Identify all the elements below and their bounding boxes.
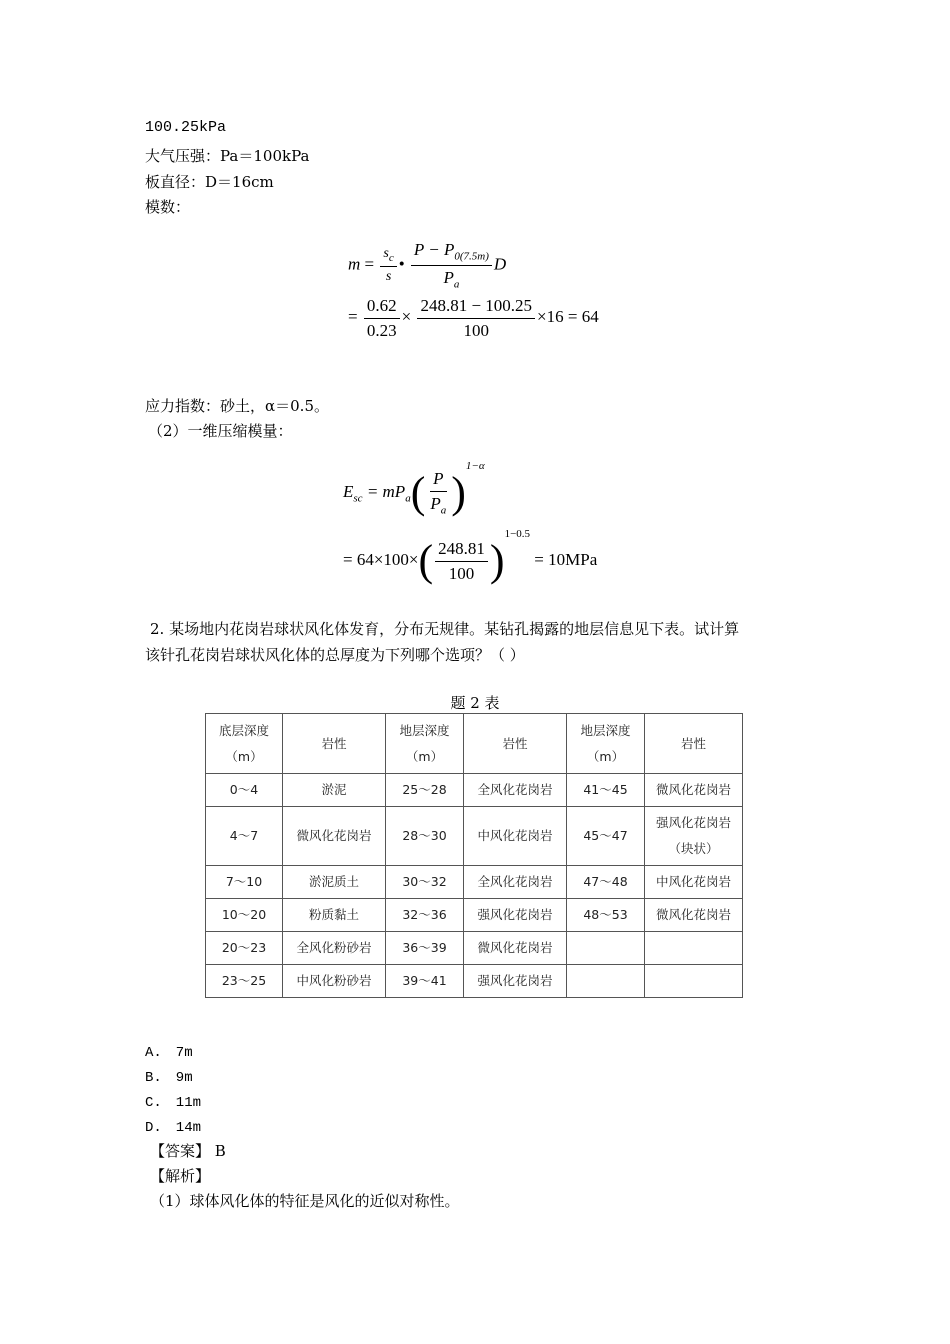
table-cell: 39～41 [386, 965, 464, 998]
table-cell: 25～28 [386, 774, 464, 807]
answer-line: 【答案】 B [150, 1142, 226, 1160]
table-cell: 中风化粉砂岩 [283, 965, 386, 998]
table-header-row [206, 714, 743, 774]
modulus-formula-row2: = $\frac{0.62}{0.23}$ × $\frac{248.81 - 100.25}{100}$ ×16 = 64 [348, 296, 599, 340]
compression-heading: （2）一维压缩模量： [148, 422, 293, 440]
modulus-label-line: 模数： [145, 198, 191, 216]
table-caption: 题 2 表 [450, 694, 500, 712]
modulus-formula-row1: m = $\frac{s_c}{s}$ • $\frac{P - P_{0(7.5m)}}{P_a}$ D [348, 240, 507, 291]
table-cell: 强风化花岗岩 [464, 899, 567, 932]
table-cell: 7～10 [206, 866, 283, 899]
table-cell: 45～47 [567, 807, 645, 866]
compression-formula-row1: $E_{sc} = mP_a$( $\frac{P}{P_a}$ )$^{1-\alpha}$ [343, 460, 485, 518]
table-cell: 48～53 [567, 899, 645, 932]
table-cell: 30～32 [386, 866, 464, 899]
table-row [206, 807, 743, 866]
table-cell [567, 965, 645, 998]
header-lithology: 岩性 [283, 714, 386, 774]
table-cell: 全风化花岗岩 [464, 774, 567, 807]
table-cell: 41～45 [567, 774, 645, 807]
header-lithology: 岩性 [464, 714, 567, 774]
analysis-line-1: （1）球体风化体的特征是风化的近似对称性。 [150, 1192, 460, 1210]
table-cell: 微风化花岗岩 [645, 774, 743, 807]
table-cell: 强风化花岗岩 （块状） [645, 807, 743, 866]
table-cell: 淤泥质土 [283, 866, 386, 899]
table-cell [645, 932, 743, 965]
table-cell: 4～7 [206, 807, 283, 866]
table-cell: 全风化花岗岩 [464, 866, 567, 899]
table-cell [567, 932, 645, 965]
table-cell: 28～30 [386, 807, 464, 866]
table-cell: 10～20 [206, 899, 283, 932]
table-cell: 微风化花岗岩 [645, 899, 743, 932]
table-cell: 36～39 [386, 932, 464, 965]
option-b: B. 9m [145, 1070, 193, 1086]
table-cell: 0～4 [206, 774, 283, 807]
header-depth: 底层深度 （m） [206, 714, 283, 774]
table-cell: 32～36 [386, 899, 464, 932]
stress-index-line: 应力指数：砂土，α＝0.5。 [145, 397, 329, 415]
table-cell: 强风化花岗岩 [464, 965, 567, 998]
compression-formula-row2: = 64×100×( $\frac{248.81}{100}$ )$^{1-0.5}$ = 10MPa [343, 528, 598, 586]
table-cell: 47～48 [567, 866, 645, 899]
table-row [206, 774, 743, 807]
table-cell: 粉质黏土 [283, 899, 386, 932]
strata-table [205, 713, 743, 998]
table-cell: 中风化花岗岩 [464, 807, 567, 866]
pressure-value-line: 100.25kPa [145, 119, 227, 136]
table-cell: 微风化花岗岩 [283, 807, 386, 866]
header-depth: 地层深度 （m） [386, 714, 464, 774]
table-cell: 23～25 [206, 965, 283, 998]
header-depth: 地层深度 （m） [567, 714, 645, 774]
plate-diameter-line: 板直径：D＝16cm [145, 173, 274, 191]
analysis-heading: 【解析】 [150, 1167, 211, 1185]
option-a: A. 7m [145, 1045, 193, 1061]
option-d: D. 14m [145, 1120, 202, 1136]
table-cell [645, 965, 743, 998]
question-line-2: 该针孔花岗岩球状风化体的总厚度为下列哪个选项？（ ） [145, 646, 525, 664]
table-cell: 全风化粉砂岩 [283, 932, 386, 965]
option-c: C. 11m [145, 1095, 202, 1111]
header-lithology: 岩性 [645, 714, 743, 774]
atm-pressure-line: 大气压强：Pa＝100kPa [145, 147, 310, 165]
question-line-1: 2. 某场地内花岗岩球状风化体发育，分布无规律。某钻孔揭露的地层信息见下表。试计算 [150, 620, 740, 638]
table-cell: 微风化花岗岩 [464, 932, 567, 965]
table-cell: 20～23 [206, 932, 283, 965]
table-row [206, 866, 743, 899]
table-cell: 中风化花岗岩 [645, 866, 743, 899]
table-row [206, 932, 743, 965]
table-cell: 淤泥 [283, 774, 386, 807]
table-row [206, 899, 743, 932]
table-row [206, 965, 743, 998]
